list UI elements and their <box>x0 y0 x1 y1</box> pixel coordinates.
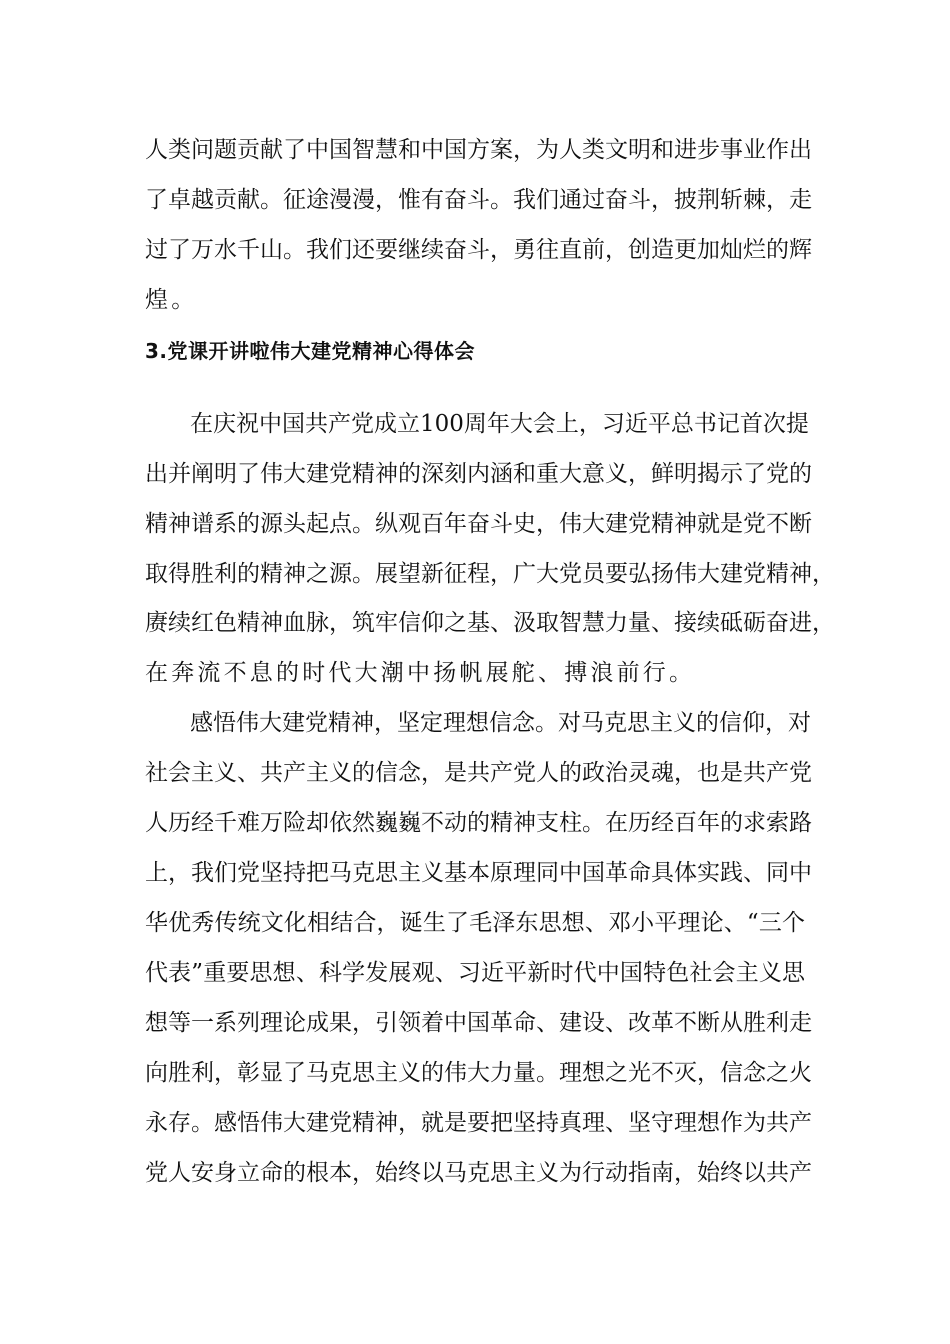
paragraph1-line-3: 精神谱系的源头起点。纵观百年奋斗史，伟大建党精神就是党不断 <box>145 511 812 537</box>
paragraph2-line-10: 党人安身立命的根本，始终以马克思主义为行动指南，始终以共产 <box>145 1160 812 1186</box>
paragraph2-line-2: 社会主义、共产主义的信念，是共产党人的政治灵魂，也是共产党 <box>145 760 812 786</box>
paragraph2-line-5: 华优秀传统文化相结合，诞生了毛泽东思想、邓小平理论、“三个 <box>145 910 805 936</box>
paragraph1-line-5: 赓续红色精神血脉，筑牢信仰之基、汲取智慧力量、接续砥砺奋进， <box>145 610 835 636</box>
intro-line-4: 煌。 <box>145 287 198 313</box>
paragraph2-line-6: 代表”重要思想、科学发展观、习近平新时代中国特色社会主义思 <box>145 960 805 986</box>
paragraph2-line-7: 想等一系列理论成果，引领着中国革命、建设、改革不断从胜利走 <box>145 1010 812 1036</box>
intro-line-3: 过了万水千山。我们还要继续奋斗，勇往直前，创造更加灿烂的辉 <box>145 237 812 263</box>
paragraph1-line-4: 取得胜利的精神之源。展望新征程，广大党员要弘扬伟大建党精神， <box>145 561 835 587</box>
intro-line-2: 了卓越贡献。征途漫漫，惟有奋斗。我们通过奋斗，披荆斩棘，走 <box>145 187 812 213</box>
paragraph2-line-4: 上，我们党坚持把马克思主义基本原理同中国革命具体实践、同中 <box>145 860 812 886</box>
intro-line-1: 人类问题贡献了中国智慧和中国方案，为人类文明和进步事业作出 <box>145 137 812 163</box>
paragraph1-line-6: 在奔流不息的时代大潮中扬帆展舵、搏浪前行。 <box>145 660 696 686</box>
paragraph2-line-8: 向胜利，彰显了马克思主义的伟大力量。理想之光不灭，信念之火 <box>145 1060 812 1086</box>
paragraph2-line-9: 永存。感悟伟大建党精神，就是要把坚持真理、坚守理想作为共产 <box>145 1110 812 1136</box>
section-heading: 3.党课开讲啦伟大建党精神心得体会 <box>145 339 476 363</box>
paragraph2-line-1: 感悟伟大建党精神，坚定理想信念。对马克思主义的信仰，对 <box>190 710 811 736</box>
paragraph1-line-2: 出并阐明了伟大建党精神的深刻内涵和重大意义，鲜明揭示了党的 <box>145 461 812 487</box>
paragraph1-line-1: 在庆祝中国共产党成立100周年大会上，习近平总书记首次提 <box>190 411 809 437</box>
paragraph2-line-3: 人历经千难万险却依然巍巍不动的精神支柱。在历经百年的求索路 <box>145 810 812 836</box>
